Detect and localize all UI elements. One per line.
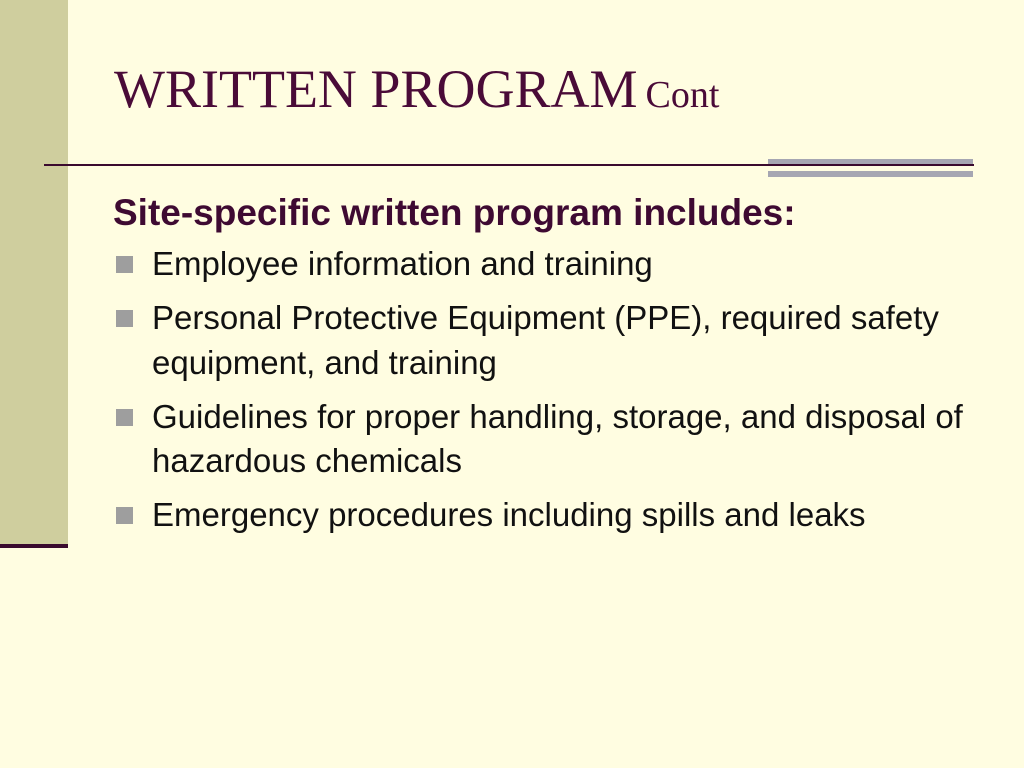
bullet-list: [113, 242, 998, 537]
list-item-text: Guidelines for proper handling, storage, and disposal of hazardous chemicals: [152, 397, 963, 480]
section-heading: Site-specific written program includes:: [113, 192, 796, 233]
square-bullet-icon: [116, 310, 133, 327]
slide-title-main: WRITTEN PROGRAM: [114, 59, 638, 119]
list-item: [113, 493, 998, 537]
title-divider: [44, 164, 974, 166]
divider-accent-top: [768, 159, 973, 164]
square-bullet-icon: [116, 256, 133, 273]
square-bullet-icon: [116, 409, 133, 426]
list-item-text: Emergency procedures including spills and leaks: [152, 496, 866, 534]
left-decorative-bar: [0, 0, 68, 545]
slide-title: [114, 59, 720, 119]
list-item-text: Personal Protective Equipment (PPE), required safety equipment, and training: [152, 299, 939, 381]
list-item: [113, 395, 998, 483]
divider-accent-bottom: [768, 171, 973, 177]
slide-title-suffix: Cont: [645, 74, 720, 116]
slide-body: [113, 190, 998, 548]
square-bullet-icon: [116, 507, 133, 524]
list-item-text: Employee information and training: [152, 245, 653, 283]
list-item: [113, 242, 998, 286]
list-item: [113, 296, 998, 384]
left-accent-line: [0, 544, 68, 548]
